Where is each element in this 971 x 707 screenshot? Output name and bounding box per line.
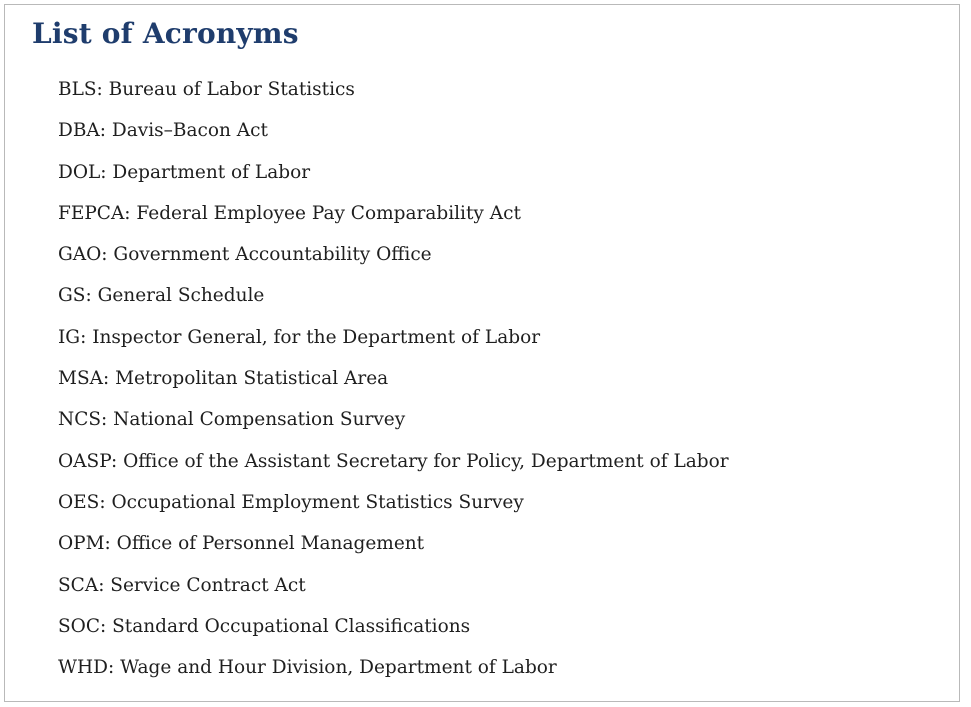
acronym-ncs: NCS: National Compensation Survey bbox=[58, 409, 406, 431]
acronym-fepca: FEPCA: Federal Employee Pay Comparability Act bbox=[58, 202, 521, 224]
acronym-gao: GAO: Government Accountability Office bbox=[58, 244, 432, 266]
acronym-ig: IG: Inspector General, for the Department of Labor bbox=[58, 326, 541, 348]
acronym-oasp: OASP: Office of the Assistant Secretary for Policy, Department of Labor bbox=[58, 450, 729, 472]
acronym-opm: OPM: Office of Personnel Management bbox=[58, 533, 425, 555]
acronym-whd: WHD: Wage and Hour Division, Department of Labor bbox=[58, 657, 557, 679]
acronym-list bbox=[58, 79, 729, 698]
page-title: List of Acronyms bbox=[32, 17, 299, 50]
acronym-bls: BLS: Bureau of Labor Statistics bbox=[58, 79, 355, 100]
acronym-gs: GS: General Schedule bbox=[58, 285, 265, 307]
acronym-dol: DOL: Department of Labor bbox=[58, 161, 311, 183]
acronym-sca: SCA: Service Contract Act bbox=[58, 574, 306, 596]
document-panel bbox=[4, 4, 960, 702]
acronym-msa: MSA: Metropolitan Statistical Area bbox=[58, 368, 389, 390]
acronym-oes: OES: Occupational Employment Statistics Survey bbox=[58, 491, 524, 513]
acronym-dba: DBA: Davis–Bacon Act bbox=[58, 120, 268, 142]
acronym-soc: SOC: Standard Occupational Classifications bbox=[58, 615, 471, 637]
